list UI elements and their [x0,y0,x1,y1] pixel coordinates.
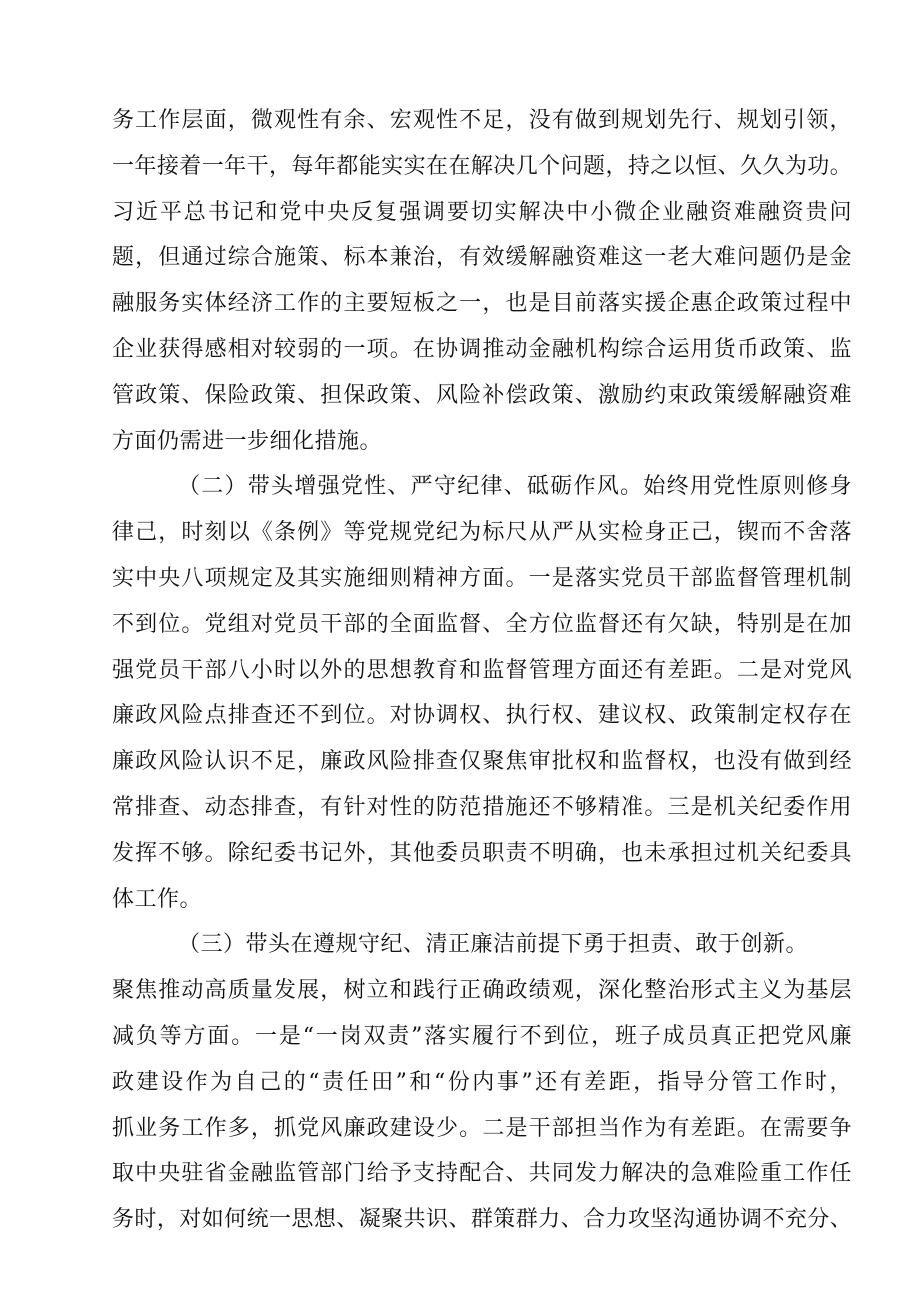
paragraph-first-line: （三）带头在遵规守纪、清正廉洁前提下勇于担责、敢于创新。 [178,932,809,958]
paragraph-first-line: （二）带头增强党性、严守纪律、砥砺作风。始终用党性原则修身 [178,474,852,500]
text-line: 廉政风险点排查还不到位。对协调权、执行权、建议权、政策制定权存在 [112,703,852,729]
text-line: 体工作。 [112,886,203,912]
text-line: 不到位。党组对党员干部的全面监督、全方位监督还有欠缺，特别是在加 [112,611,852,637]
text-line: 律己，时刻以《条例》等党规党纪为标尺从严从实检身正己，锲而不舍落 [112,520,852,546]
text-line: 常排查、动态排查，有针对性的防范措施还不够精准。三是机关纪委作用 [112,794,852,820]
text-line: 务工作层面，微观性有余、宏观性不足，没有做到规划先行、规划引领， [112,108,852,133]
text-line: 取中央驻省金融监管部门给予支持配合、共同发力解决的急难险重工作任 [112,1161,852,1187]
text-line: 题，但通过综合施策、标本兼治，有效缓解融资难这一老大难问题仍是金 [112,245,852,271]
text-line: 企业获得感相对较弱的一项。在协调推动金融机构综合运用货币政策、监 [112,336,852,362]
text-line: 发挥不够。除纪委书记外，其他委员职责不明确，也未承担过机关纪委具 [112,840,852,866]
text-line: 务时，对如何统一思想、凝聚共识、群策群力、合力攻坚沟通协调不充分、 [112,1207,852,1233]
text-line: 实中央八项规定及其实施细则精神方面。一是落实党员干部监督管理机制 [112,565,852,591]
text-line: 方面仍需进一步细化措施。 [112,428,383,454]
text-line: 管政策、保险政策、担保政策、风险补偿政策、激励约束政策缓解融资难 [112,382,852,408]
text-line: 融服务实体经济工作的主要短板之一，也是目前落实援企惠企政策过程中 [112,291,852,317]
text-line: 减负等方面。一是“一岗双责”落实履行不到位，班子成员真正把党风廉 [112,1023,852,1049]
text-line: 政建设作为自己的“责任田”和“份内事”还有差距，指导分管工作时， [112,1069,852,1095]
text-line: 聚焦推动高质量发展，树立和践行正确政绩观，深化整治形式主义为基层 [112,978,852,1004]
text-line: 一年接着一年干，每年都能实实在在解决几个问题，持之以恒、久久为功。 [112,153,852,179]
text-line: 抓业务工作多，抓党风廉政建设少。二是干部担当作为有差距。在需要争 [112,1115,852,1141]
document-body [112,98,852,1243]
text-line: 习近平总书记和党中央反复强调要切实解决中小微企业融资难融资贵问 [112,199,852,225]
text-line: 廉政风险认识不足，廉政风险排查仅聚焦审批权和监督权，也没有做到经 [112,749,852,775]
text-line: 强党员干部八小时以外的思想教育和监督管理方面还有差距。二是对党风 [112,657,852,683]
